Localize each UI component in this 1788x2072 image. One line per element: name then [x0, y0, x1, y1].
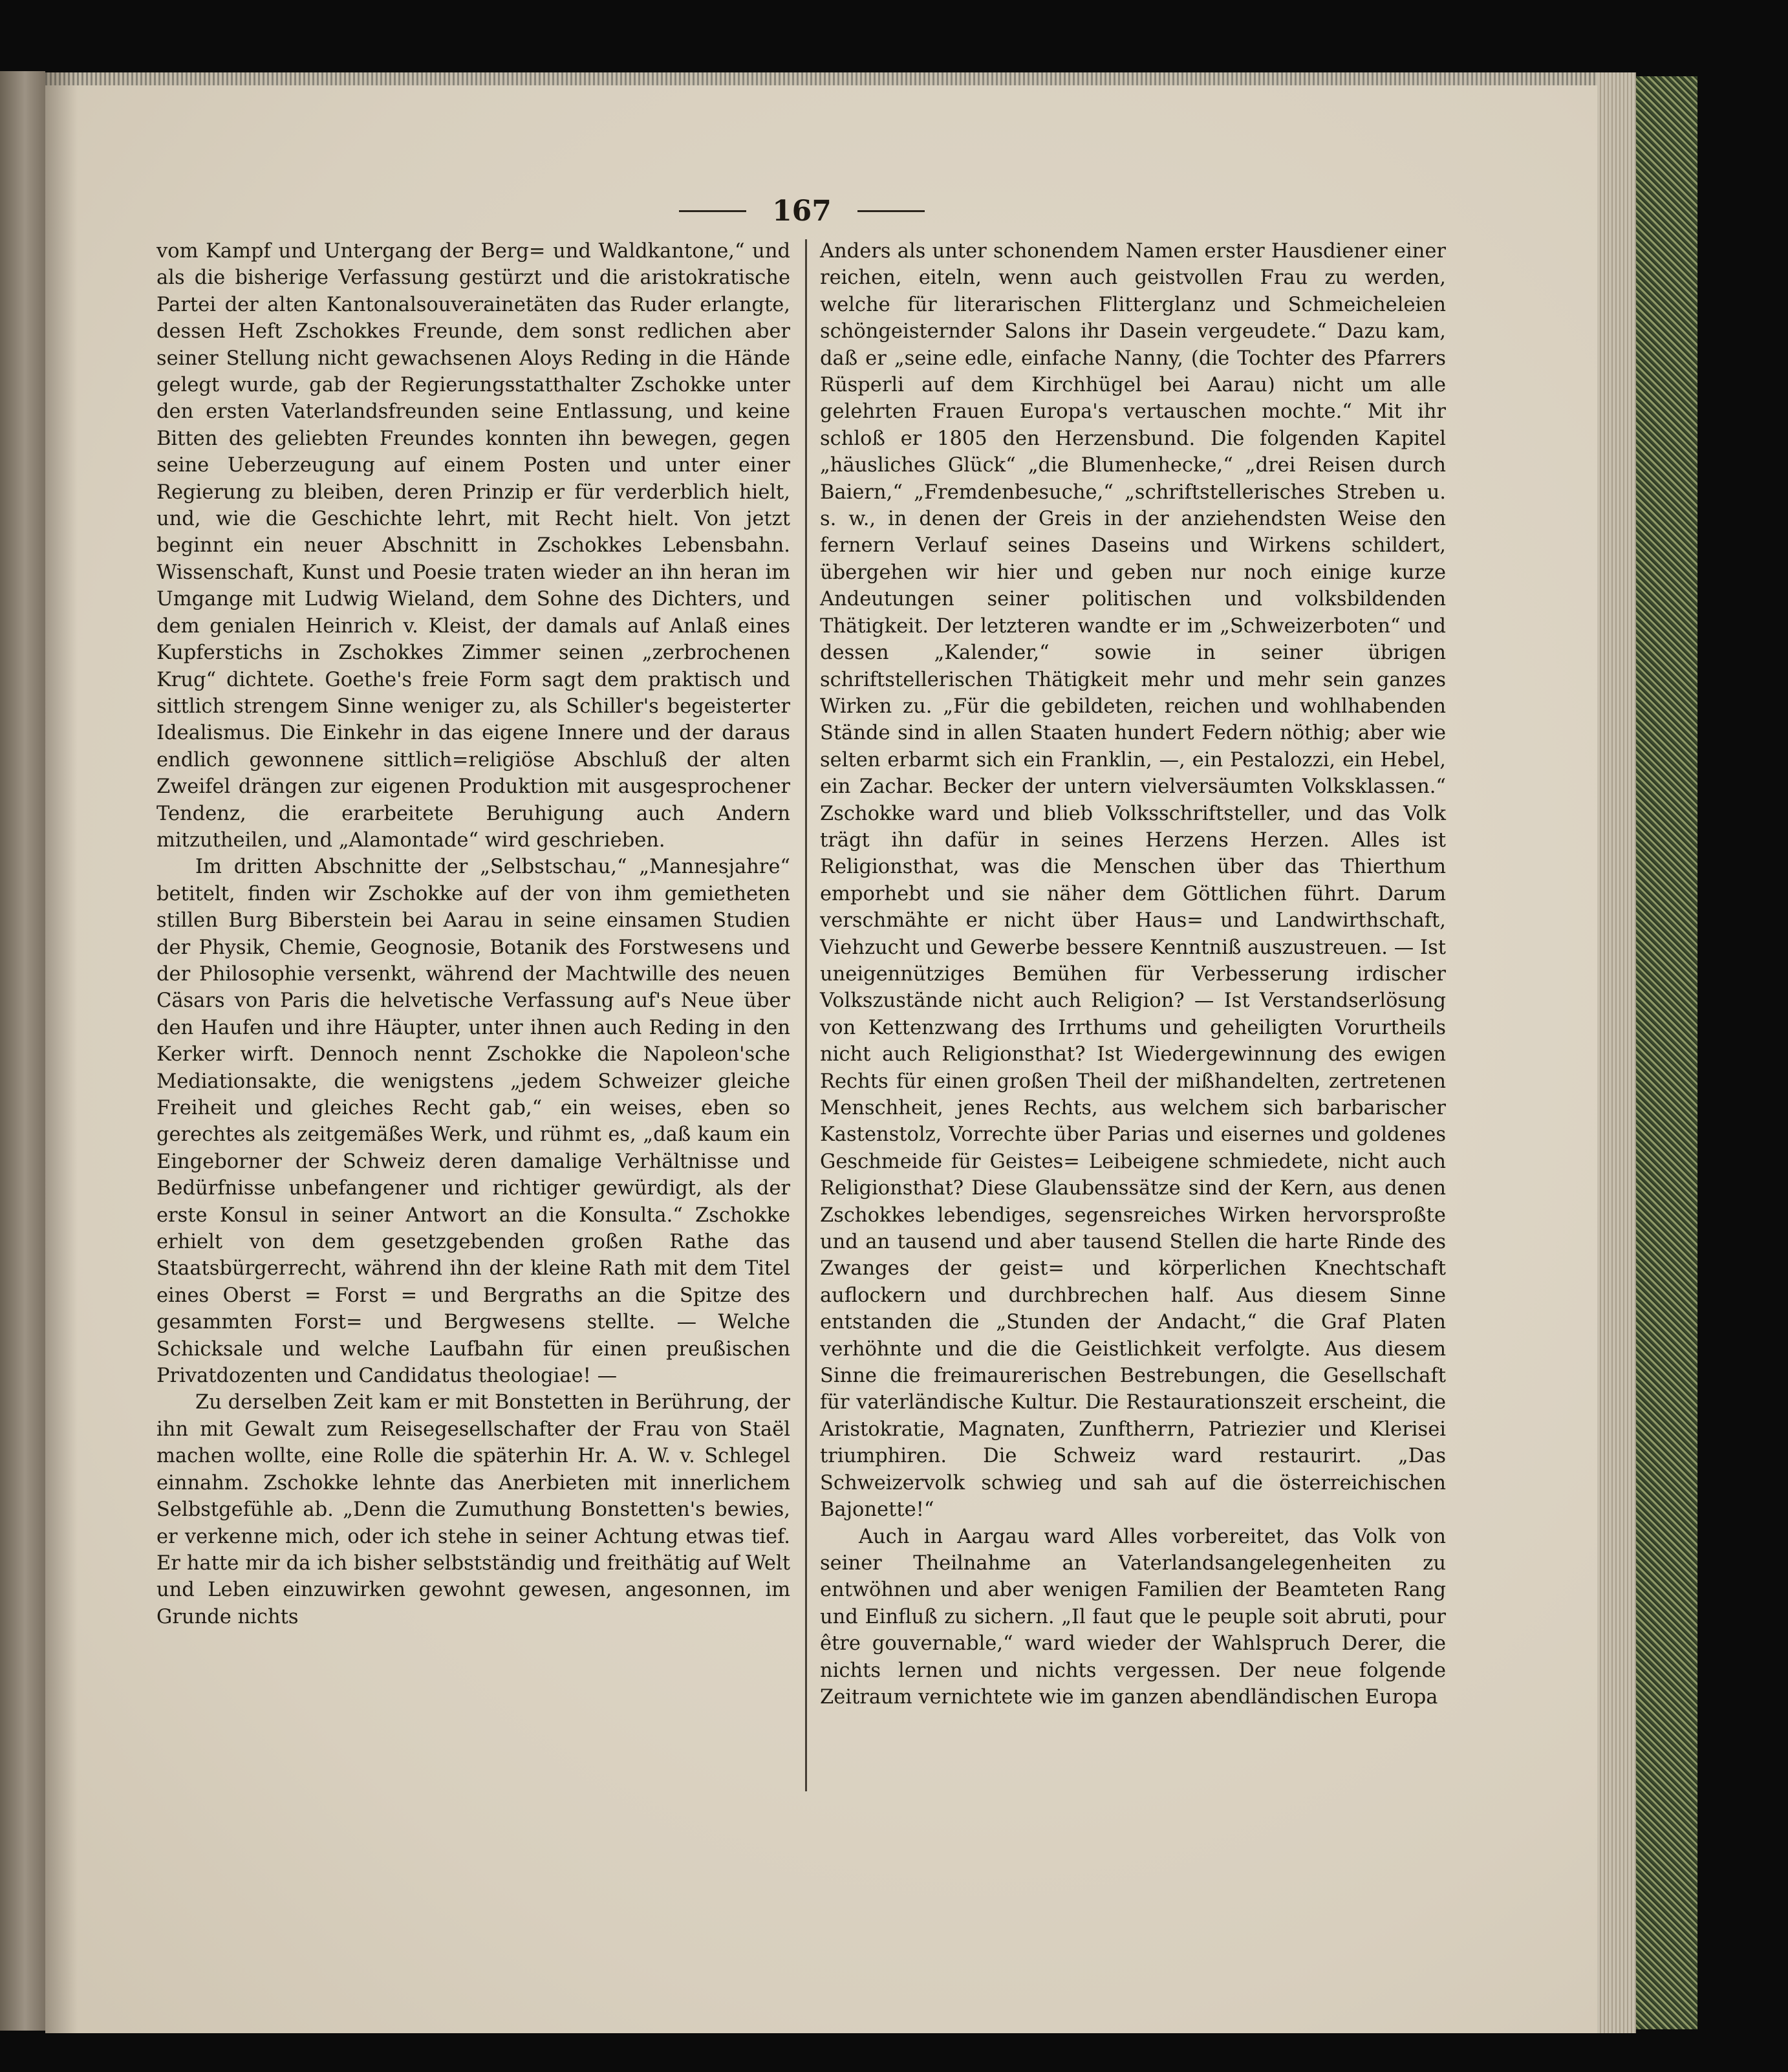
bottom-shadow: [45, 2033, 1701, 2072]
gutter-shadow: [45, 72, 78, 2033]
page-stack-edge: [1597, 72, 1636, 2033]
marbled-cover-edge: [1636, 76, 1697, 2029]
header-rule-left: [679, 210, 746, 212]
paragraph: Anders als unter schonendem Namen erster Hausdiener einer reichen, eiteln, wenn auch geistvollen Frau zu werden, welche für literarischen Flitterglanz und Schmeicheleien schöngeisternder Salons ihr Dasein vergeudete.“ Dazu kam, daß er „seine edle, einfache Nanny, (die Tochter des Pfarrers Rüsperli auf dem Kirchhügel bei Aarau) nicht um alle gelehrten Frauen Europa's vertauschen mochte.“ Mit ihr schloß er 1805 den Herzensbund. Die folgenden Kapitel „häusliches Glück“ „die Blumenhecke,“ „drei Reisen durch Baiern,“ „Fremdenbesuche,“ „schriftstellerisches Streben u. s. w., in denen der Greis in der anziehendsten Weise den fernern Verlauf seines Daseins und Wirkens schildert, übergehen wir hier und geben nur noch einige kurze Andeutungen seiner politischen und volksbildenden Thätigkeit. Der letzteren wandte er im „Schweizerboten“ und dessen „Kalender,“ sowie in seiner übrigen schriftstellerischen Thätigkeit mehr und mehr sein ganzes Wirken zu. „Für die gebildeten, reichen und wohlhabenden Stände sind in allen Staaten hundert Federn nöthig; aber wie selten erbarmt sich ein Franklin, —, ein Pestalozzi, ein Hebel, ein Zachar. Becker der untern vielversäumten Volksklassen.“ Zschokke ward und blieb Volksschriftsteller, und das Volk trägt ihn dafür in seines Herzens Herzen. Alles ist Religionsthat, was die Menschen über das Thierthum emporhebt und sie näher dem Göttlichen führt. Darum verschmähte er nicht über Haus= und Landwirthschaft, Viehzucht und Gewerbe bessere Kenntniß auszustreuen. — Ist uneigennütziges Bemühen für Verbesserung irdischer Volkszustände nicht auch Religion? — Ist Verstandserlösung von Kettenzwang des Irrthums und geheiligten Vorurtheils nicht auch Religionsthat? Ist Wiedergewinnung des ewigen Rechts für einen großen Theil der mißhandelten, zertretenen Menschheit, jenes Rechts, aus welchem sich barbarischer Kastenstolz, Vorrechte über Parias und eisernes und goldenes Geschmeide für Geistes= Leibeigene schmiedete, nicht auch Religionsthat? Diese Glaubenssätze sind der Kern, aus denen Zschokkes lebendiges, segensreiches Wirken hervorsproßte und an tausend und aber tausend Stellen die harte Rinde des Zwanges der geist= und körperlichen Knechtschaft auflockern und durchbrechen half. Aus diesem Sinne entstanden die „Stunden der Andacht,“ die Graf Platen verhöhnte und die die Geistlichkeit verfolgte. Aus diesem Sinne die freimaurerischen Bestrebungen, die Gesellschaft für vaterländische Kultur. Die Restaurationszeit erscheint, die Aristokratie, Magnaten, Zunftherrn, Patriezier und Klerisei triumphiren. Die Schweiz ward restaurirt. „Das Schweizervolk schwieg und sah auf die österreichischen Bajonette!“: [820, 240, 1446, 1522]
paragraph: Im dritten Abschnitte der „Selbstschau,“ „Mannesjahre“ betitelt, finden wir Zschokke auf der von ihm gemietheten stillen Burg Biberstein bei Aarau in seine einsamen Studien der Physik, Chemie, Geognosie, Botanik des Forstwesens und der Philosophie versenkt, während der Machtwille des neuen Cäsars von Paris die helvetische Verfassung auf's Neue über den Haufen und ihre Häupter, unter ihnen auch Reding in den Kerker wirft. Dennoch nennt Zschokke die Napoleon'sche Mediationsakte, die wenigstens „jedem Schweizer gleiche Freiheit und gleiches Recht gab,“ ein weises, eben so gerechtes als zeitgemäßes Werk, und rühmt es, „daß kaum ein Eingeborner der Schweiz deren damalige Verhältnisse und Bedürfnisse unbefangener und richtiger gewürdigt, als der erste Konsul in seiner Antwort an die Konsulta.“ Zschokke erhielt von dem gesetzgebenden großen Rathe das Staatsbürgerrecht, während ihn der kleine Rath mit dem Titel eines Oberst = Forst = und Bergraths an die Spitze des gesammten Forst= und Bergwesens stellte. — Welche Schicksale und welche Laufbahn für einen preußischen Privatdozenten und Candidatus theologiae! —: [156, 856, 790, 1388]
page-number: 167: [772, 194, 832, 228]
paragraph: Auch in Aargau ward Alles vorbereitet, das Volk von seiner Theilnahme an Vaterlandsangelegenheiten zu entwöhnen und aber wenigen Familien der Beamteten Rang und Einfluß zu sichern. „Il faut que le peuple soit abruti, pour être gouvernable,“ ward wieder der Wahlspruch Derer, die nichts lernen und nichts vergessen. Der neue folgende Zeitraum vernichtete wie im ganzen abendländischen Europa: [820, 1525, 1446, 1709]
previous-page-edge: [0, 71, 45, 2031]
left-text-column: [156, 238, 790, 1630]
page-top-edge: [45, 72, 1597, 85]
page-header: [679, 191, 925, 230]
paragraph: Zu derselben Zeit kam er mit Bonstetten in Berührung, der ihn mit Gewalt zum Reisegesellschafter der Frau von Staël machen wollte, eine Rolle die späterhin Hr. A. W. v. Schlegel einnahm. Zschokke lehnte das Anerbieten mit innerlichem Selbstgefühle ab. „Denn die Zumuthung Bonstetten's bewies, er verkenne mich, oder ich stehe in seiner Achtung etwas tief. Er hatte mir da ich bisher selbstständig und freithätig auf Welt und Leben einzuwirken gewohnt gewesen, angesonnen, im Grunde nichts: [156, 1391, 790, 1628]
right-text-column: [820, 238, 1446, 1710]
column-divider: [805, 239, 807, 1791]
header-rule-right: [857, 210, 925, 212]
paragraph: vom Kampf und Untergang der Berg= und Waldkantone,“ und als die bisherige Verfassung gestürzt und die aristokratische Partei der alten Kantonalsouverainetäten das Ruder erlangte, dessen Heft Zschokkes Freunde, dem sonst redlichen aber seiner Stellung nicht gewachsenen Aloys Reding in die Hände gelegt wurde, gab der Regierungsstatthalter Zschokke unter den ersten Vaterlandsfreunden seine Entlassung, und keine Bitten des geliebten Freundes konnten ihn bewegen, gegen seine Ueberzeugung auf einem Posten und unter einer Regierung zu bleiben, deren Prinzip er für verderblich hielt, und, wie die Geschichte lehrt, mit Recht hielt. Von jetzt beginnt ein neuer Abschnitt in Zschokkes Lebensbahn. Wissenschaft, Kunst und Poesie traten wieder an ihn heran im Umgange mit Ludwig Wieland, dem Sohne des Dichters, und dem genialen Heinrich v. Kleist, der damals auf Anlaß eines Kupferstichs in Zschokkes Zimmer seinen „zerbrochenen Krug“ dichtete. Goethe's freie Form sagt dem praktisch und sittlich strengem Sinne weniger zu, als Schiller's begeisterter Idealismus. Die Einkehr in das eigene Innere und der daraus endlich gewonnene sittlich=religiöse Abschluß der alten Zweifel drängen zur eigenen Produktion mit ausgesprochener Tendenz, die erarbeitete Beruhigung auch Andern mitzutheilen, und „Alamontade“ wird geschrieben.: [156, 240, 790, 852]
